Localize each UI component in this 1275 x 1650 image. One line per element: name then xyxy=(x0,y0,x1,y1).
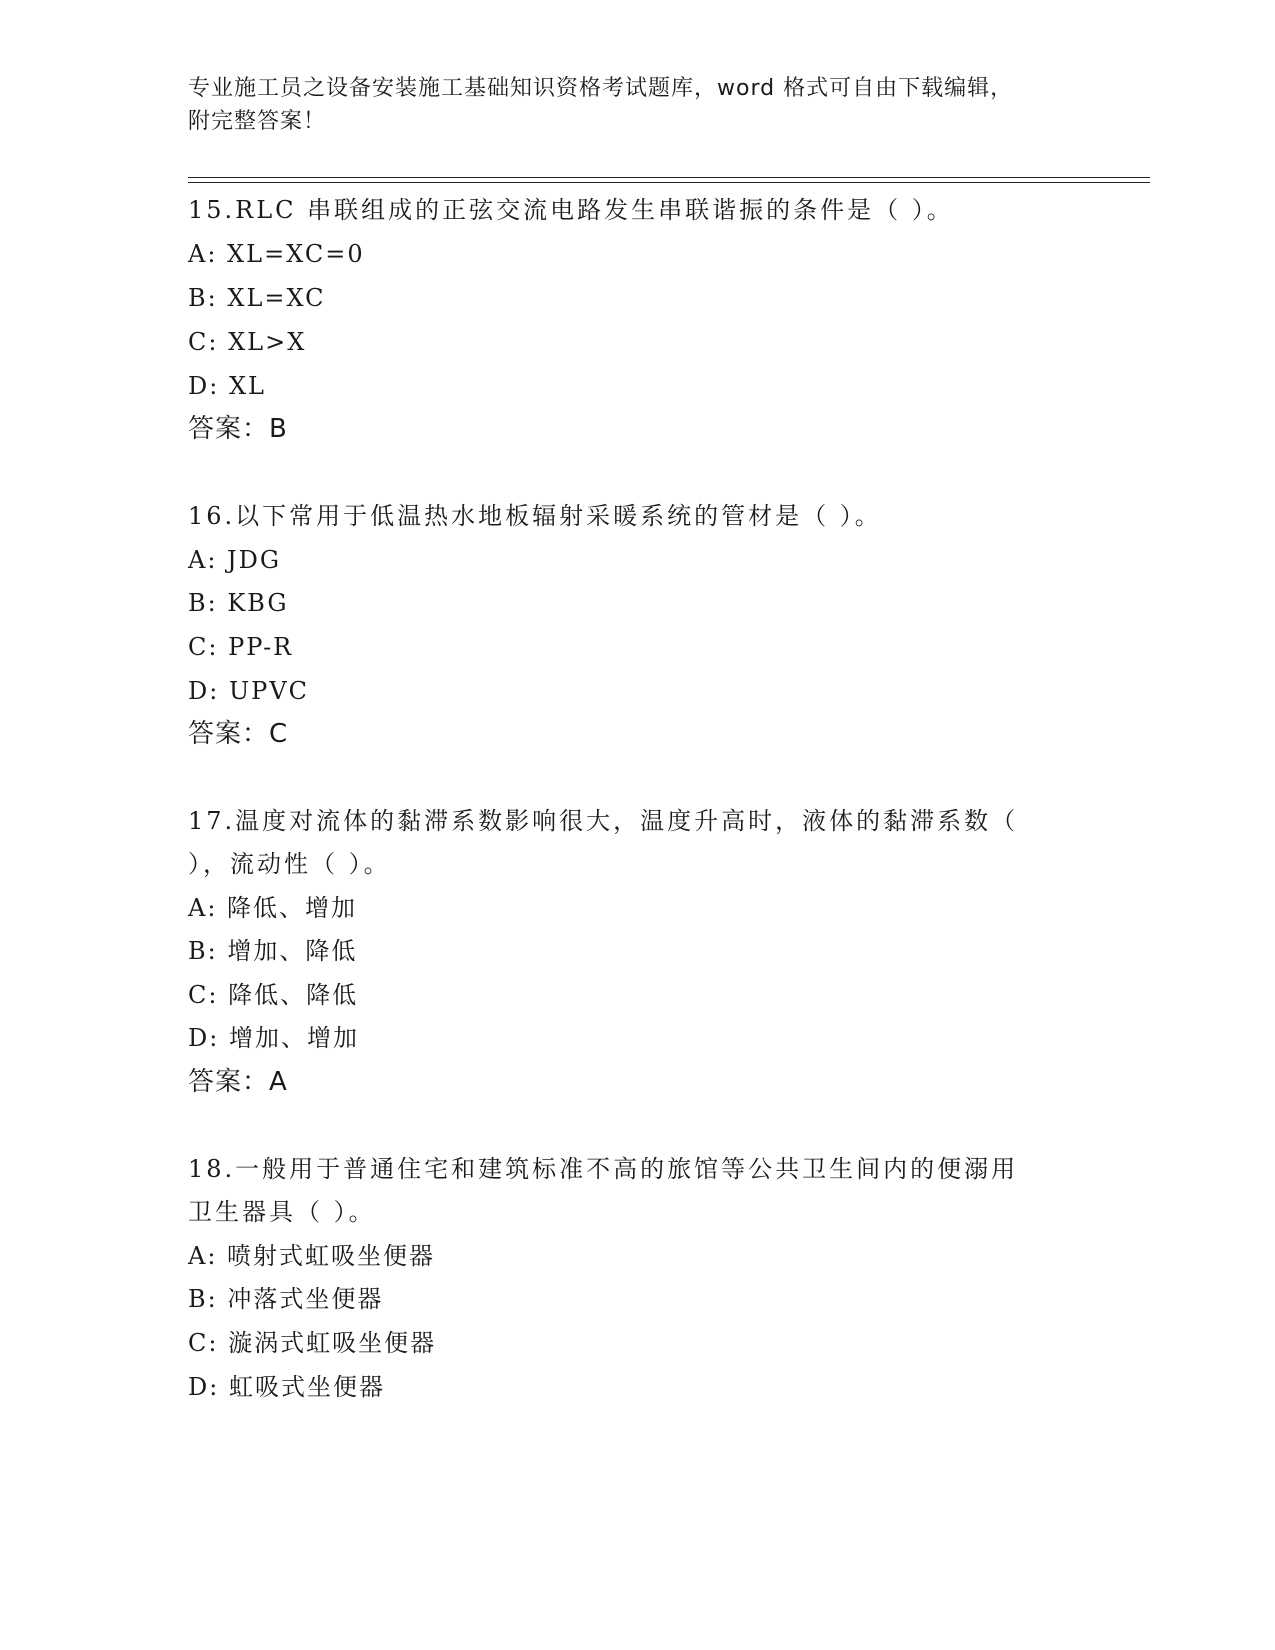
question-15-option-b: B: XL=XC xyxy=(188,284,326,312)
question-15-answer: 答案：B xyxy=(188,414,288,444)
question-17-option-a: A: 降低、增加 xyxy=(188,894,358,922)
question-17-option-d: D: 增加、增加 xyxy=(188,1024,359,1052)
header-divider-top xyxy=(188,177,1150,178)
question-16-answer: 答案：C xyxy=(188,719,289,749)
question-18-option-a: A: 喷射式虹吸坐便器 xyxy=(188,1242,436,1270)
header-divider-bottom xyxy=(188,182,1150,183)
question-16-option-a: A: JDG xyxy=(188,546,282,574)
question-16-stem: 16.以下常用于低温热水地板辐射采暖系统的管材是（ ）。 xyxy=(188,502,882,530)
question-18-stem-line-2: 卫生器具（ ）。 xyxy=(188,1198,376,1226)
header-line-2: 附完整答案！ xyxy=(188,109,327,134)
question-17-option-b: B: 增加、降低 xyxy=(188,937,358,965)
question-16-option-b: B: KBG xyxy=(188,589,289,617)
question-15-option-c: C: XL>X xyxy=(188,328,307,356)
document-header xyxy=(188,72,1088,138)
question-17-stem-line-2: ），流动性（ ）。 xyxy=(188,850,391,878)
question-15-option-d: D: XL xyxy=(188,372,266,400)
question-17-option-c: C: 降低、降低 xyxy=(188,981,359,1009)
question-18-option-c: C: 漩涡式虹吸坐便器 xyxy=(188,1329,437,1357)
header-line-1: 专业施工员之设备安装施工基础知识资格考试题库，word 格式可自由下载编辑， xyxy=(188,76,1014,101)
question-15-stem: 15.RLC 串联组成的正弦交流电路发生串联谐振的条件是（ ）。 xyxy=(188,196,954,224)
question-18-option-b: B: 冲落式坐便器 xyxy=(188,1285,384,1313)
question-15-option-a: A: XL=XC=0 xyxy=(188,240,365,268)
question-16-option-d: D: UPVC xyxy=(188,677,310,705)
question-16-option-c: C: PP-R xyxy=(188,633,294,661)
question-17-answer: 答案：A xyxy=(188,1067,288,1097)
question-17-stem-line-1: 17.温度对流体的黏滞系数影响很大，温度升高时，液体的黏滞系数（ xyxy=(188,807,1019,835)
question-18-stem-line-1: 18.一般用于普通住宅和建筑标准不高的旅馆等公共卫生间内的便溺用 xyxy=(188,1155,1019,1183)
question-18-option-d: D: 虹吸式坐便器 xyxy=(188,1373,385,1401)
